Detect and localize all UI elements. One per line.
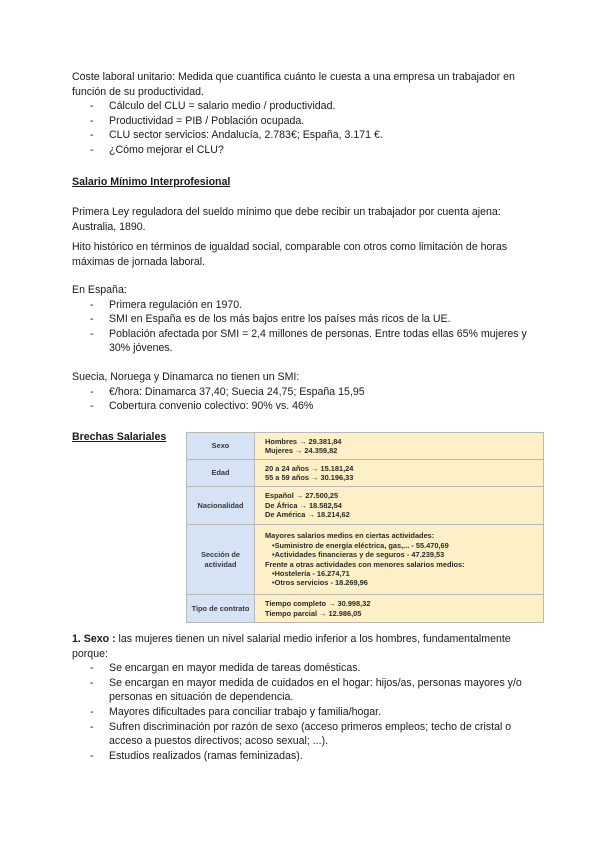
list-item: - Estudios realizados (ramas feminizadas).: [72, 749, 542, 764]
brechas-heading: Brechas Salariales: [72, 431, 167, 443]
table-row: [187, 595, 544, 623]
value-line: De América → 18.214,62: [265, 510, 350, 520]
table-cell-category: Sexo: [187, 433, 255, 460]
value-line: 55 a 59 años → 30.196,33: [265, 473, 354, 482]
value-line: Hombres → 29.381,84: [265, 436, 342, 446]
value-line: Español → 27.500,25: [265, 491, 339, 501]
value-line: Frente a otras actividades con menores salarios medios:: [265, 559, 465, 569]
sexo-intro-text: las mujeres tienen un nivel salarial medio inferior a los hombres, fundamentalmente porque:: [72, 633, 511, 660]
value-line: Mayores salarios medios en ciertas actividades:: [265, 531, 435, 541]
spain-section: [72, 283, 542, 356]
list-item: - Se encargan en mayor medida de tareas domésticas.: [72, 661, 542, 676]
list-item: - Primera regulación en 1970.: [72, 298, 542, 313]
smi-heading: Salario Mínimo Interprofesional: [72, 176, 231, 188]
nordic-list: [72, 385, 542, 414]
list-item: - Mayores dificultades para conciliar trabajo y familia/hogar.: [72, 705, 542, 720]
sexo-intro: [72, 632, 542, 661]
sexo-section: [72, 632, 542, 763]
nordic-label: Suecia, Noruega y Dinamarca no tienen un SMI:: [72, 371, 300, 383]
smi-para1: [72, 205, 542, 234]
table-cell-values: [255, 460, 544, 487]
table-row: [187, 460, 544, 487]
list-item: - SMI en España es de los más bajos entre los países más ricos de la UE.: [72, 312, 542, 327]
table-row: [187, 433, 544, 460]
table-cell-values: [255, 525, 544, 595]
list-item: - Población afectada por SMI = 2,4 millones de personas. Entre todas ellas 65% mujeres y 30% jóvenes.: [72, 327, 542, 356]
value-line: 20 a 24 años → 15.181,24: [265, 463, 354, 473]
list-item: - Cálculo del CLU = salario medio / productividad.: [72, 99, 542, 114]
list-item: - CLU sector servicios: Andalucía, 2.783€; España, 3.171 €.: [72, 128, 542, 143]
value-line: •Otros servicios - 18.269,96: [272, 578, 368, 588]
table-cell-category: Tipo de contrato: [187, 595, 255, 623]
value-line: Mujeres → 24.359,82: [265, 446, 338, 455]
list-item: - Cobertura convenio colectivo: 90% vs. 46%: [72, 399, 542, 414]
list-item: - Productividad = PIB / Población ocupada.: [72, 114, 542, 129]
table-row: [187, 487, 544, 525]
nordic-section: [72, 370, 542, 414]
value-line: Tiempo parcial → 12.986,05: [265, 608, 362, 618]
table-cell-values: [255, 595, 544, 623]
clu-intro: Coste laboral unitario: Medida que cuantifica cuánto le cuesta a una empresa un trabajador en función de su productividad.: [72, 71, 515, 98]
value-line: Tiempo completo → 30.998,32: [265, 599, 371, 609]
table-cell-category: Edad: [187, 460, 255, 487]
table-cell-values: [255, 433, 544, 460]
list-item: - €/hora: Dinamarca 37,40; Suecia 24,75; España 15,95: [72, 385, 542, 400]
clu-section: [72, 70, 542, 158]
table-cell-category: Nacionalidad: [187, 487, 255, 525]
table-row: [187, 525, 544, 595]
spain-list: [72, 298, 542, 356]
spain-label: En España:: [72, 284, 127, 296]
paragraph: Primera Ley reguladora del sueldo mínimo que debe recibir un trabajador por cuenta ajena: Australia, 1890.: [72, 206, 501, 233]
clu-list: [72, 99, 542, 157]
value-line: •Actividades financieras y de seguros - 47.239,53: [272, 550, 445, 560]
table-cell-values: [255, 487, 544, 525]
list-item: - Sufren discriminación por razón de sexo (acceso primeros empleos; techo de cristal o acceso a puestos directivos; acoso sexual; ...).: [72, 720, 542, 749]
value-line: De África → 18.582,54: [265, 500, 342, 510]
smi-para2: [72, 240, 542, 269]
list-item: - Se encargan en mayor medida de cuidados en el hogar: hijos/as, personas mayores y/o personas en situación de dependencia.: [72, 676, 542, 705]
paragraph: Hito histórico en términos de igualdad social, comparable con otros como limitación de horas máximas de jornada laboral.: [72, 241, 508, 268]
sexo-title: 1. Sexo :: [72, 633, 116, 645]
value-line: •Suministro de energía eléctrica, gas,... - 55.470,69: [272, 540, 449, 550]
value-line: •Hostelería - 16.274,71: [272, 568, 350, 578]
list-item: - ¿Cómo mejorar el CLU?: [72, 143, 542, 158]
table-cell-category: Sección de actividad: [187, 525, 255, 595]
brechas-table: [186, 432, 544, 623]
sexo-list: [72, 661, 542, 763]
